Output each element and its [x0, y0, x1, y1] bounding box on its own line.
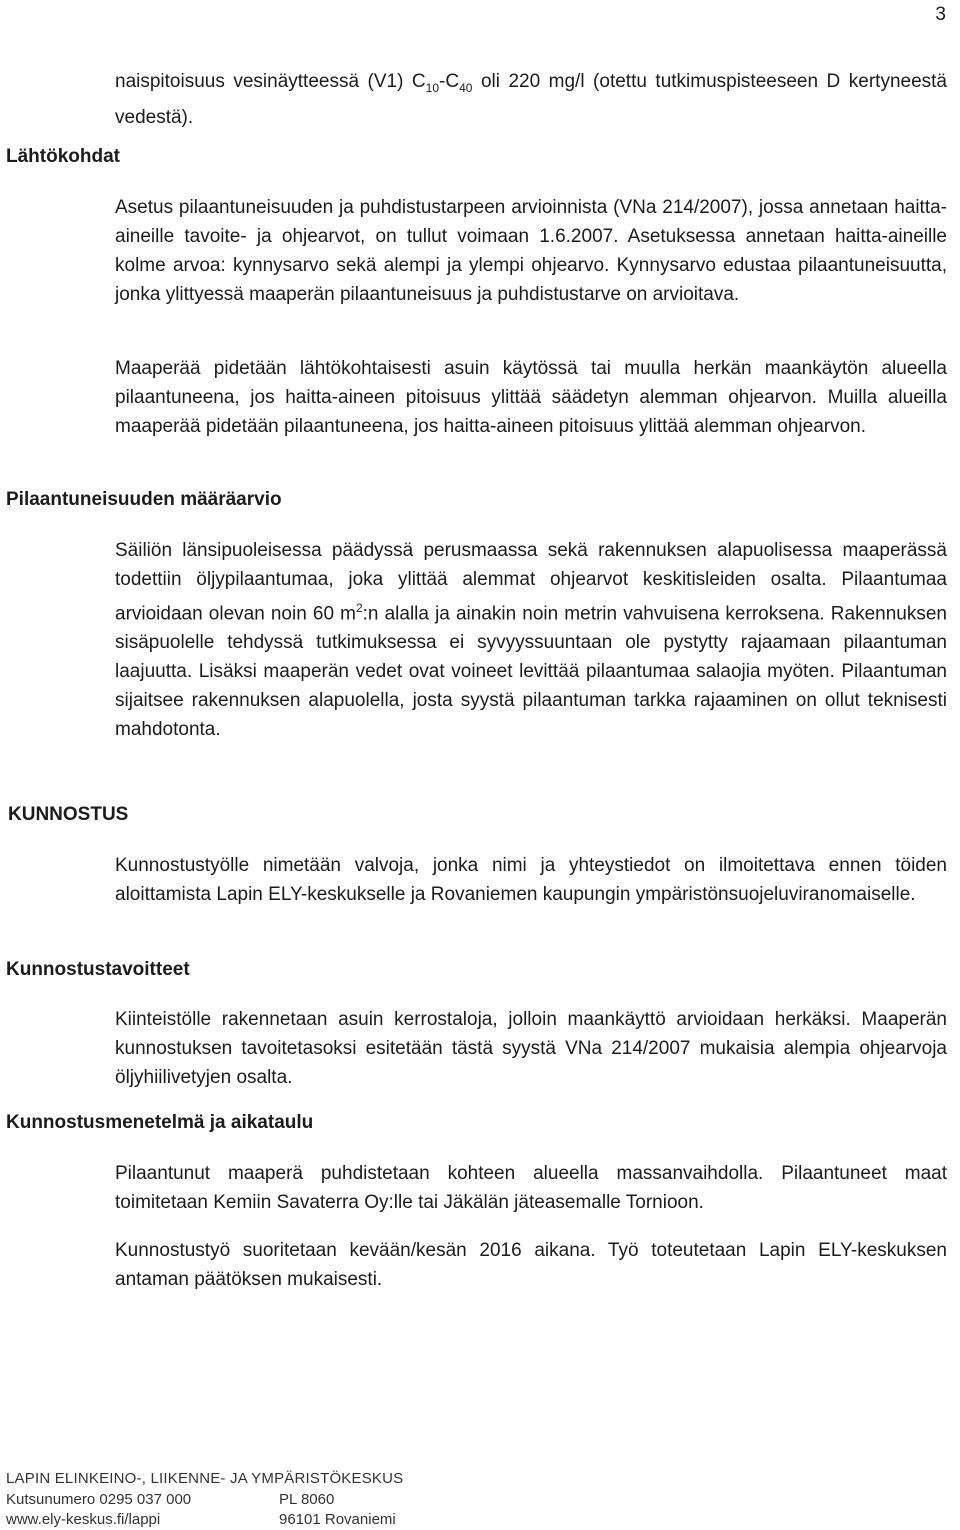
heading-kunnostustavoitteet: Kunnostustavoitteet [6, 959, 190, 980]
lahtokohdat-paragraph-1: Asetus pilaantuneisuuden ja puhdistustarpeen arvioinnista (VNa 214/2007), jossa annetaan haitta-aineille tavoite- ja ohjearvot, on tullut voimaan 1.6.2007. Asetuksessa annetaan haitta-aineille kolme arvoa: kynnysarvo sekä alempi ja ylempi ohjearvo. Kynnysarvo edustaa pilaantuneisuutta, jonka ylittyessä maaperän pilaantuneisuus ja puhdistustarve on arvioitava. [115, 197, 947, 305]
footer-website[interactable]: www.ely-keskus.fi/lappi [6, 1511, 161, 1528]
footer-phone: Kutsunumero 0295 037 000 [6, 1491, 192, 1508]
intro-text-before: naispitoisuus vesinäytteessä (V1) C [115, 71, 426, 92]
kunnostusmenetelma-paragraph-1: Pilaantunut maaperä puhdistetaan kohteen alueella massanvaihdolla. Pilaantuneet maat toimitetaan Kemiin Savaterra Oy:lle tai Jäkälän jäteasemalle Tornioon. [115, 1163, 947, 1213]
intro-text-after: oli 220 mg/l (otettu tutkimuspisteeseen D kertyneestä vedestä). [115, 71, 947, 128]
kunnostusmenetelma-paragraph-2: Kunnostustyö suoritetaan kevään/kesän 2016 aikana. Työ toteutetaan Lapin ELY-keskuksen antaman päätöksen mukaisesti. [115, 1240, 947, 1290]
footer-postal-address: 96101 Rovaniemi [279, 1511, 396, 1528]
lahtokohdat-paragraph-2: Maaperää pidetään lähtökohtaisesti asuin käytössä tai muulla herkän maankäytön alueella pilaantuneena, jos haitta-aineen pitoisuus ylittää säädetyn alemman ohjearvon. Muilla alueilla maaperää pidetään pilaantuneena, jos haitta-aineen pitoisuus ylittää alemman ohjearvon. [115, 358, 947, 437]
intro-text-middle: -C [439, 71, 460, 92]
intro-subscript-1: 10 [425, 80, 440, 95]
intro-subscript-2: 40 [459, 80, 473, 95]
kunnostustavoitteet-paragraph: Kiinteistölle rakennetaan asuin kerrostaloja, jolloin maankäyttö arvioidaan herkäksi. Maaperän kunnostuksen tavoitetasoksi esitetään tästä syystä VNa 214/2007 mukaisia alempia ohjearvoja öljyhiilivetyjen osalta. [115, 1009, 947, 1088]
maaraarvio-text-before: Säiliön länsipuoleisessa päädyssä perusmaassa sekä rakennuksen alapuolisessa maaperässä todettiin öljypilaantumaa, joka ylittää alemmat ohjearvot keskitisleiden osalta. Pilaantumaa arvioidaan olevan noin 60 m [115, 540, 947, 625]
maaraarvio-paragraph [115, 536, 947, 744]
heading-kunnostus: KUNNOSTUS [8, 804, 129, 825]
heading-kunnostusmenetelma: Kunnostusmenetelmä ja aikataulu [6, 1112, 314, 1133]
heading-maaraarvio: Pilaantuneisuuden määräarvio [6, 489, 282, 510]
heading-lahtokohdat: Lähtökohdat [6, 146, 120, 167]
maaraarvio-text-after: :n alalla ja ainakin noin metrin vahvuisena kerroksena. Rakennuksen sisäpuolelle tehdyssä tutkimuksessa ei syvyyssuuntaan ole pystytty rajaamaan pilaantuman laajuutta. Lisäksi maaperän vedet ovat voineet levittää pilaantumaa salaojia myöten. Pilaantuman sijaitsee rakennuksen alapuolella, josta syystä pilaantuman tarkka rajaaminen on ollut teknisesti mahdotonta. [115, 603, 947, 741]
kunnostus-paragraph: Kunnostustyölle nimetään valvoja, jonka nimi ja yhteystiedot on ilmoitettava ennen töiden aloittamista Lapin ELY-keskukselle ja Rovaniemen kaupungin ympäristönsuojeluviranomaiselle. [115, 855, 947, 905]
footer-organization: LAPIN ELINKEINO-, LIIKENNE- JA YMPÄRISTÖKESKUS [6, 1470, 404, 1487]
footer-row-address [6, 1510, 396, 1529]
footer-po-box: PL 8060 [279, 1491, 335, 1508]
page-number: 3 [935, 4, 946, 25]
intro-paragraph [115, 67, 947, 132]
maaraarvio-superscript: 2 [355, 601, 363, 615]
footer-row-contact [6, 1490, 335, 1509]
